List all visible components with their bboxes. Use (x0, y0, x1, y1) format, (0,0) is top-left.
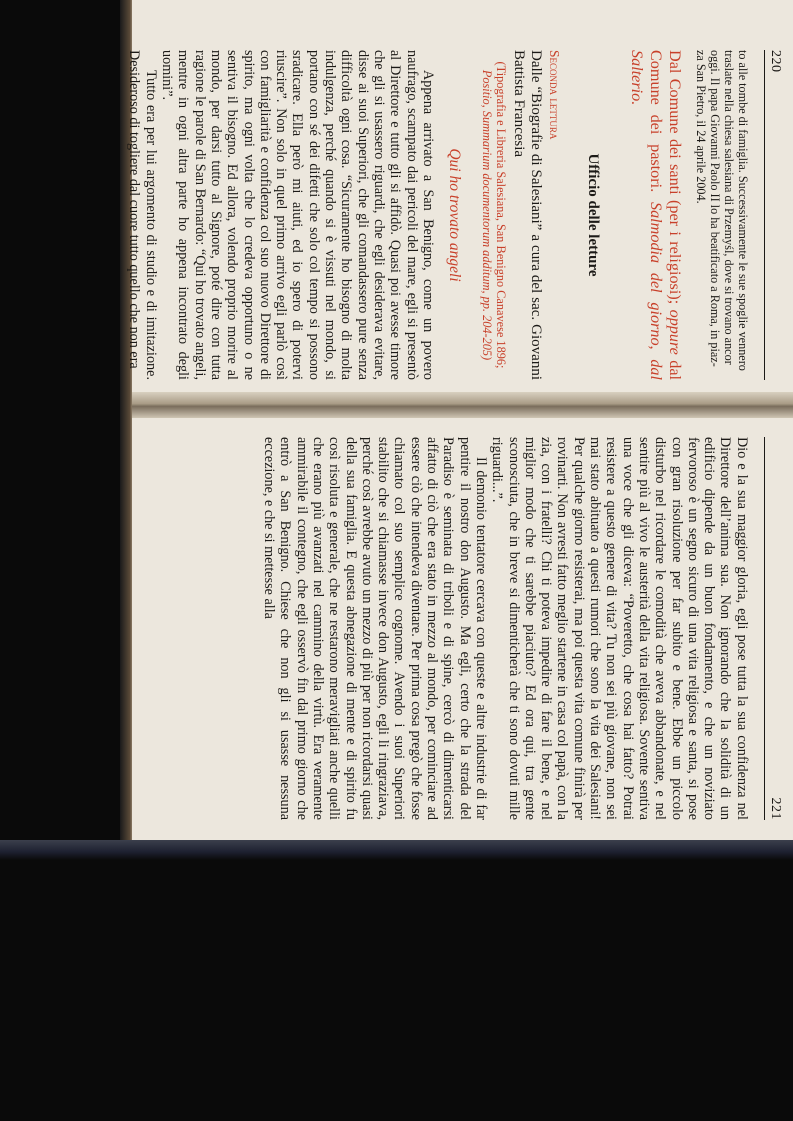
body-paragraph: Dio e la sua maggior gloria, egli pose tutta la sua confidenza nel Direttore dell’anima sua. Non ignorando che la solidità di un edificio dipende da un buon fondamento, e che un noviziato fervoroso è un segno sicuro di una vita religiosa e santa, si pose con gran risoluzione per far subito e bene. Ebbe un piccolo disturbo nel ricordare le comodità che aveva abbandonate, e nel sentire più al vivo le austerità della vita religiosa. Sovente sentiva una voce che gli diceva: “Poveretto, che cosa hai fatto? Potrai resistere a questo genere di vita? Tu non sei più giovane, non sei mai stato abituato a questi rumori che sono la vita dei Salesiani! Per qualche giorno resisterai, ma poi questa vita comune finirà per rovinarti. Non avresti fatto meglio startene in casa col papà, con la zia, con i fratelli? Chi ti poteva impedire di fare il bene, e nel miglior modo che ti sarebbe piaciuto? Ed ora qui, tra gente sconosciuta, che in breve si dimenticherà che ti sono dovuti mille riguardi...”. (489, 437, 750, 820)
imprint-line-2: Positio, Summarium documentorum additum, pp. 204-205) (480, 69, 495, 361)
page-number: 220 (764, 50, 783, 380)
intro-line: za San Pietro, il 24 aprile 2004. (693, 50, 708, 204)
rubric-text-2: dal Comune dei pastori. (646, 50, 684, 380)
lesson-label: Seconda lettura (547, 50, 563, 140)
imprint-line-1: (Tipografia e Libreria Salesiana, San Benigno Canavese 1896; (494, 61, 509, 369)
rubric-text: Dal Comune dei santi (per i religiosi); (665, 50, 684, 305)
body-paragraph-2: Tutto era per lui argomento di studio e di imitazione. Desideroso di togliere dal cuore tutto quello che non era (126, 50, 159, 380)
rubric (627, 50, 684, 380)
intro-text (694, 50, 750, 380)
page-221 (153, 437, 783, 820)
intro-line: oggi. Il papa Giovanni Paolo II lo ha beatificato a Roma, in piaz- (707, 50, 722, 367)
reading-heading: Qui ho trovato angeli (446, 148, 464, 282)
rubric-italic-2: Salmodia del giorno, dal Salterio. (627, 50, 665, 381)
page-number: 221 (764, 437, 783, 820)
imprint (480, 50, 508, 380)
rubric-italic: oppure (665, 309, 684, 355)
book-gutter (132, 392, 793, 418)
body-paragraph: Appena arrivato a San Benigno, come un povero naufrago, scampato dai pericoli del mare, egli si presentò al Direttore e tutto gli si affidò. Quasi poi avesse timore che gli si usassero riguardi, che egli desiderava evitare, disse ai suoi Superiori, che gli comandassero pure senza difficoltà ogni cosa. “Sicuramente ho bisogno di molta indulgenza, perché quando si è vissuti nel mondo, si portano con sé dei difetti che solo col tempo si possono sradicare. Ella però mi aiuti, ed io spero di potervi riuscire”. Non solo in quel primo arrivo egli parlò così con famigliarità e confidenza col suo nuovo Direttore di spirito, ma ogni volta che lo credeva opportuno o ne sentiva il bisogno. Ed allora, volendo proprio morire al mondo, per darsi tutto al Signore, poté dire con tutta ragione le parole di San Bernardo: “Qui ho trovato angeli, mentre in ogni altra parte ho appena incontrato degli uomini”. (159, 50, 436, 380)
body-paragraph-2: Il demonio tentatore cercava con queste e altre industrie di far pentire il nostro don Augusto. Ma egli, certo che la strada del Paradiso è seminata di triboli e di spine, cercò di dimenticarsi affatto di ciò che era stato in mezzo al mondo, per cominciare ad essere ciò che intendeva diventare. Per prima cosa pregò che fosse chiamato col suo semplice cognome. Avendo i suoi Superiori stabilito che si chiamasse invece don Augusto, egli li ringraziava, perché così avrebbe avuto un mezzo di più per non ricordarsi quasi della sua famiglia. E questa abnegazione di mente e di spirito fu così risoluta e generale, che ne restarono meravigliati anche quelli che erano più avanzati nel cammino della virtù. Era veramente ammirabile il contegno, che egli osservò fin dal primo giorno che entrò a San Benigno. Chiese che non gli si usasse nessuna eccezione, e che si mettesse alla (261, 437, 489, 820)
intro-line: to alle tombe di famiglia. Successivamente le sue spoglie vennero (735, 50, 750, 371)
reading-source: Dalle “Biografie di Salesiani” a cura del sac. Giovanni Battista Francesia (511, 50, 545, 380)
intro-line: traslate nella chiesa salesiana di Przemyśl, dove si trovano ancor (721, 50, 736, 365)
page-220 (126, 50, 783, 381)
office-title: Ufficio delle letture (584, 153, 601, 277)
book-cover-edge-bottom (0, 840, 793, 860)
